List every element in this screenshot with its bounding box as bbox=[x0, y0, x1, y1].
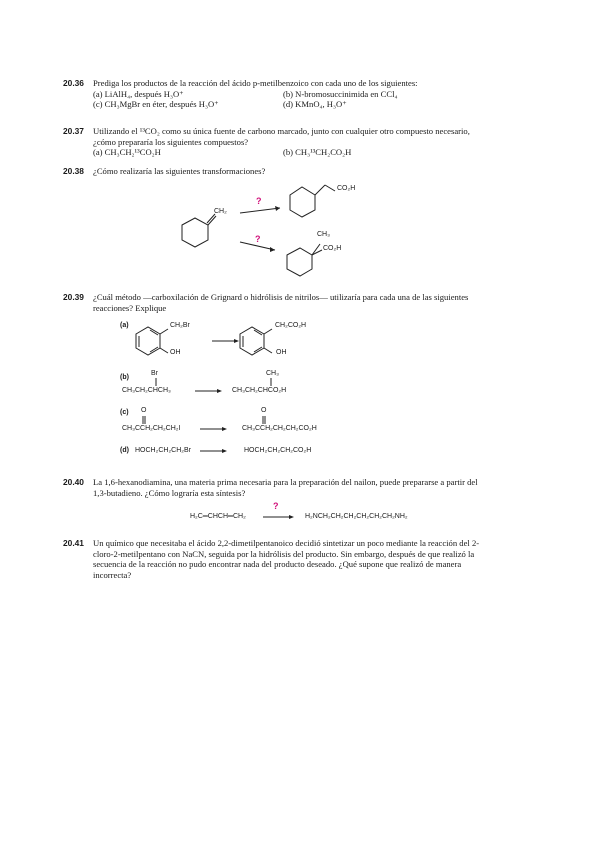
product-formula: CH₃CH₂CHCO₂H bbox=[232, 387, 287, 394]
bond-line bbox=[270, 378, 272, 386]
option-a: (a) LiAlH₄, después H₃O⁺ bbox=[93, 88, 184, 99]
methyl-label: CH₃ bbox=[317, 231, 330, 238]
butadiene-formula: H₂C═CHCH═CH₂ bbox=[190, 513, 246, 520]
part-c-label: (c) bbox=[120, 409, 129, 416]
reaction-arrow bbox=[195, 388, 225, 394]
bond-line bbox=[155, 378, 157, 386]
problem-number: 20.38 bbox=[63, 166, 84, 176]
methylene-label: CH₂ bbox=[214, 208, 227, 215]
problem-stem: Un químico que necesitaba el ácido 2,2-dimetilpentanoico decidió sintetizar un poco mediante la reacción del 2-cloro-2-metilpentano con NaCN, seguida por la hidrólisis del producto. Sin embargo, después de que realizó la secuencia de la reacción no pudo encontrar nada del producto deseado. ¿Qué supone que realizó de manera incorrecta? bbox=[93, 538, 480, 580]
problem-20-39 bbox=[63, 292, 493, 313]
problem-stem: Utilizando el ¹³CO₂ como su única fuente de carbono marcado, junto con cualquier otro compuesto necesario, ¿cómo prepararía los siguientes compuestos? bbox=[93, 126, 470, 147]
problem-20-37 bbox=[63, 126, 493, 158]
hydroxyl-label: OH bbox=[170, 349, 181, 356]
carboxyl-label: CO₂H bbox=[323, 245, 342, 252]
option-d: (d) KMnO₄, H₃O⁺ bbox=[283, 99, 347, 110]
methylenecyclohexane-structure bbox=[170, 200, 250, 270]
reactant-formula: CH₃CCH₂CH₂CH₂I bbox=[122, 425, 181, 432]
problem-stem: La 1,6-hexanodiamina, una materia prima necesaria para la preparación del nailon, puede prepararse a partir del 1,3-butadieno. ¿Cómo lograría esta síntesis? bbox=[93, 477, 478, 498]
problem-stem: Prediga los productos de la reacción del ácido p-metilbenzoico con cada uno de los siguientes: bbox=[93, 78, 418, 88]
problem-number: 20.36 bbox=[63, 78, 84, 88]
part-a-label: (a) bbox=[120, 322, 129, 329]
problem-number: 20.39 bbox=[63, 292, 84, 302]
problem-20-41 bbox=[63, 538, 493, 580]
question-mark: ? bbox=[273, 501, 279, 511]
cyclohexylacetic-acid-structure bbox=[285, 175, 365, 235]
carboxymethyl-label: CH₂CO₂H bbox=[275, 322, 307, 329]
hydroxyl-label: OH bbox=[276, 349, 287, 356]
option-b: (b) N-bromosuccinimida en CCl₄ bbox=[283, 88, 398, 99]
reaction-arrow bbox=[240, 205, 290, 215]
product-formula: CH₃CCH₂CH₂CH₂CO₂H bbox=[242, 425, 317, 432]
reaction-arrow bbox=[263, 514, 297, 520]
problem-stem: ¿Cómo realizaría las siguientes transformaciones? bbox=[93, 166, 266, 176]
reactant-formula: CH₃CH₂CHCH₃ bbox=[122, 387, 171, 394]
methylcyclohexanecarboxylic-acid-structure bbox=[282, 238, 362, 298]
problem-number: 20.40 bbox=[63, 477, 84, 487]
part-d-label: (d) bbox=[120, 447, 129, 454]
bromo-substituent: Br bbox=[151, 370, 158, 377]
options-row bbox=[93, 89, 493, 100]
carbonyl-oxygen: O bbox=[261, 407, 267, 414]
problem-stem: ¿Cuál método —carboxilación de Grignard o hidrólisis de nitrilos— utilizaría para cada una de las siguientes reacciones? Explique bbox=[93, 292, 469, 313]
methyl-substituent: CH₃ bbox=[266, 370, 279, 377]
carboxyl-label: CO₂H bbox=[337, 185, 356, 192]
problem-number: 20.41 bbox=[63, 538, 84, 548]
hexanediamine-formula: H₂NCH₂CH₂CH₂CH₂CH₂CH₂NH₂ bbox=[305, 513, 408, 520]
carbonyl-oxygen: O bbox=[141, 407, 147, 414]
options-row bbox=[93, 147, 493, 158]
option-b: (b) CH₃¹³CH₂CO₂H bbox=[283, 147, 352, 158]
part-b-label: (b) bbox=[120, 374, 129, 381]
problem-20-40 bbox=[63, 477, 493, 498]
problem-number: 20.37 bbox=[63, 126, 84, 136]
product-formula: HOCH₂CH₂CH₂CO₂H bbox=[244, 447, 312, 454]
question-mark: ? bbox=[255, 234, 261, 244]
reaction-arrow bbox=[200, 426, 230, 432]
option-c: (c) CH₃MgBr en éter, después H₃O⁺ bbox=[93, 99, 219, 110]
bromomethyl-label: CH₂Br bbox=[170, 322, 190, 329]
hydroxyphenylacetic-acid-structure bbox=[232, 322, 292, 372]
options-row bbox=[93, 99, 493, 110]
option-a: (a) CH₃CH₂¹³CO₂H bbox=[93, 147, 161, 158]
problem-20-36 bbox=[63, 78, 493, 110]
reaction-arrow bbox=[200, 448, 230, 454]
question-mark: ? bbox=[256, 196, 262, 206]
double-bond bbox=[142, 416, 146, 424]
double-bond bbox=[262, 416, 266, 424]
bromomethylphenol-structure bbox=[128, 322, 188, 372]
reactant-formula: HOCH₂CH₂CH₂Br bbox=[135, 447, 191, 454]
